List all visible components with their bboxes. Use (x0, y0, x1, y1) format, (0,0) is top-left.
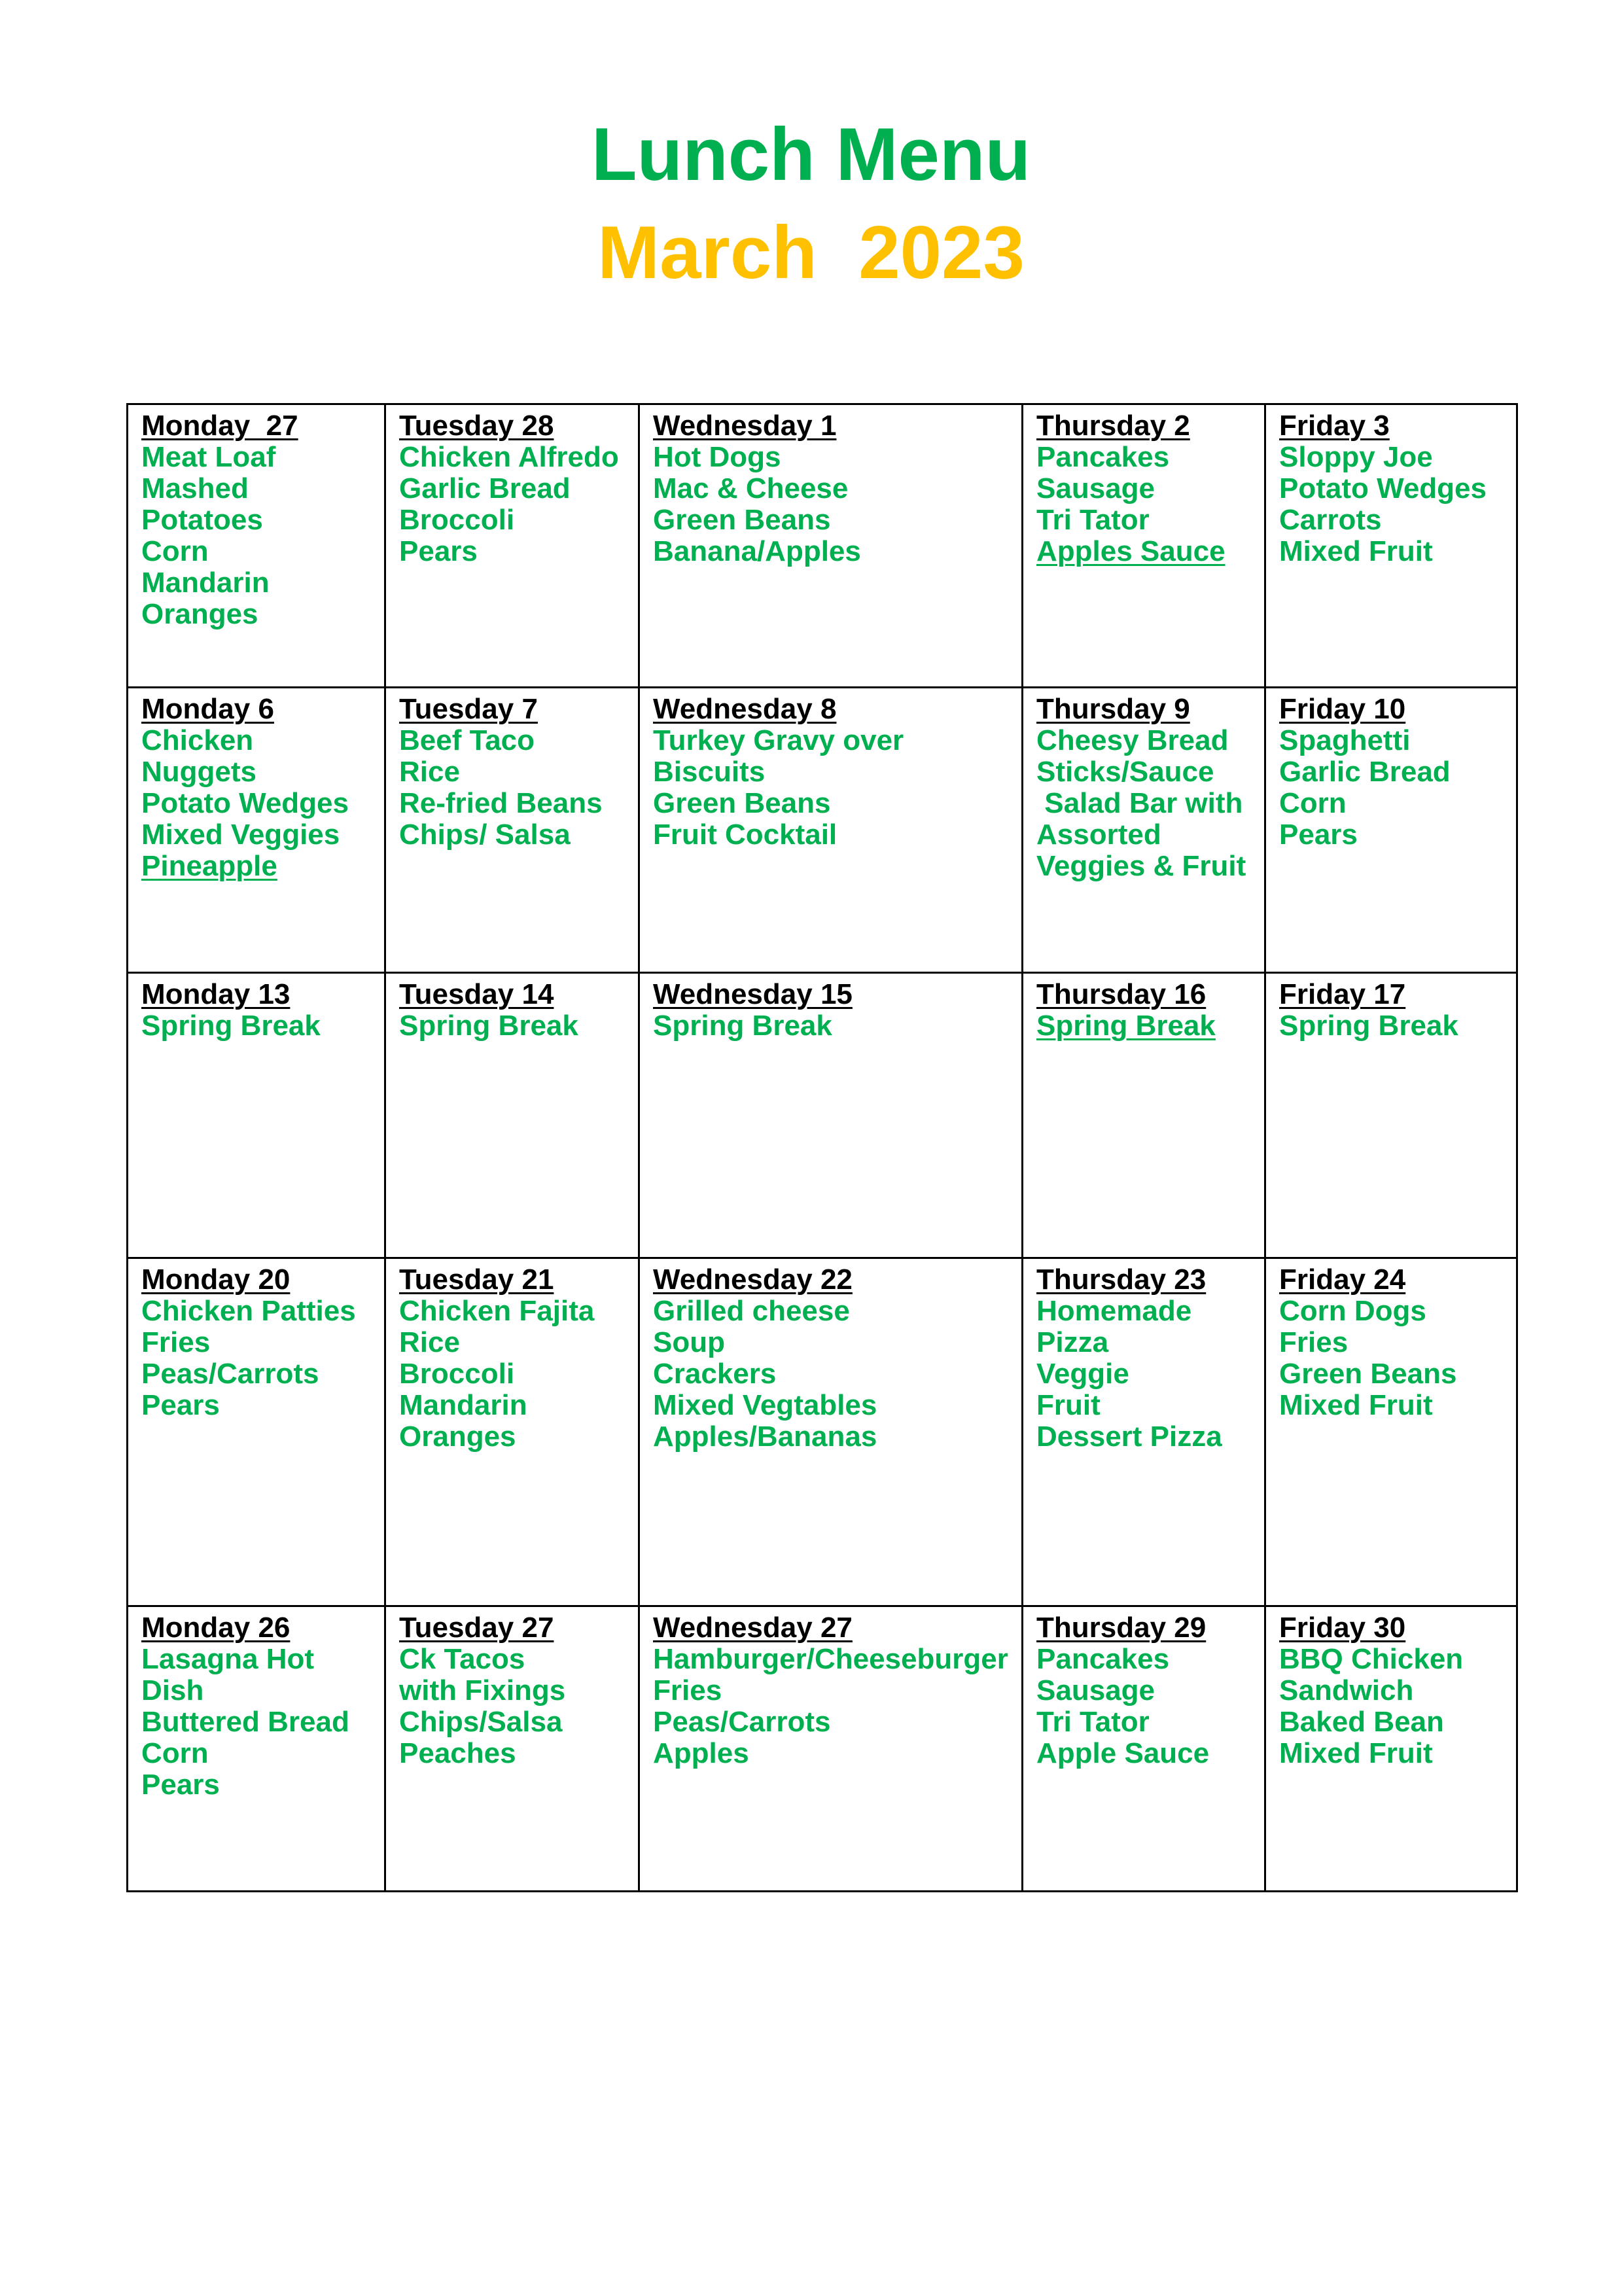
menu-items (141, 1296, 372, 1421)
day-header: Tuesday 14 (399, 978, 554, 1010)
day-cell (128, 973, 385, 1258)
menu-item: Garlic Bread (1279, 756, 1451, 788)
menu-item: Mixed Vegtables (653, 1389, 877, 1421)
day-header: Tuesday 21 (399, 1263, 554, 1296)
menu-item: Ck Tacos (399, 1643, 525, 1675)
menu-item: Hamburger/Cheeseburger (653, 1643, 1008, 1675)
menu-item: Corn (141, 1737, 209, 1769)
menu-item: Tri Tator (1036, 1706, 1150, 1738)
menu-items (141, 442, 372, 630)
menu-items (1036, 1296, 1252, 1453)
menu-item: Mandarin (141, 567, 270, 599)
menu-items (141, 1644, 372, 1801)
menu-item: Peas/Carrots (653, 1706, 831, 1738)
menu-item: with Fixings (399, 1674, 566, 1706)
menu-items (1279, 1644, 1504, 1769)
day-header: Monday 26 (141, 1612, 291, 1644)
menu-item: Dessert Pizza (1036, 1421, 1222, 1453)
week-row (128, 688, 1517, 973)
menu-item: Lasagna Hot (141, 1643, 315, 1675)
week-row (128, 973, 1517, 1258)
menu-item: Crackers (653, 1358, 777, 1390)
menu-item: Broccoli (399, 504, 515, 536)
menu-item: Rice (399, 1326, 460, 1358)
menu-items (399, 442, 626, 567)
day-header: Thursday 16 (1036, 978, 1207, 1010)
day-cell (639, 1606, 1023, 1892)
day-header: Friday 17 (1279, 978, 1406, 1010)
menu-item: Peas/Carrots (141, 1358, 319, 1390)
day-cell (1265, 688, 1517, 973)
day-cell (639, 688, 1023, 973)
menu-item: Fries (141, 1326, 211, 1358)
menu-items (399, 1644, 626, 1769)
menu-item: Spaghetti (1279, 724, 1411, 756)
menu-items (1036, 1010, 1252, 1042)
day-cell (1023, 1258, 1265, 1606)
menu-item: Buttered Bread (141, 1706, 349, 1738)
menu-item: Potato Wedges (1279, 472, 1487, 504)
menu-item: Pineapple (141, 850, 277, 882)
day-header: Friday 3 (1279, 410, 1390, 442)
menu-item: Banana/Apples (653, 535, 861, 567)
menu-item: Pancakes (1036, 1643, 1170, 1675)
day-cell (385, 973, 639, 1258)
day-header: Monday 20 (141, 1263, 291, 1296)
menu-item: Pancakes (1036, 441, 1170, 473)
menu-item: Nuggets (141, 756, 256, 788)
menu-items (1279, 1010, 1504, 1042)
menu-item: Spring Break (1036, 1010, 1216, 1042)
menu-item: Sticks/Sauce (1036, 756, 1214, 788)
menu-item: Apples (653, 1737, 749, 1769)
day-header: Wednesday 8 (653, 693, 837, 725)
menu-item: Hot Dogs (653, 441, 781, 473)
menu-item: Mashed (141, 472, 249, 504)
menu-item: Potatoes (141, 504, 263, 536)
menu-item: Garlic Bread (399, 472, 571, 504)
menu-item: Turkey Gravy over (653, 724, 904, 756)
menu-items (141, 1010, 372, 1042)
menu-item: Re-fried Beans (399, 787, 603, 819)
menu-item: Oranges (141, 598, 258, 630)
page-title: Lunch Menu (591, 113, 1031, 196)
menu-item: Fruit Cocktail (653, 819, 837, 851)
menu-item: Pears (399, 535, 478, 567)
menu-items (399, 1010, 626, 1042)
menu-calendar-table (126, 403, 1518, 1892)
day-cell (385, 1258, 639, 1606)
menu-item: Mixed Fruit (1279, 1389, 1433, 1421)
menu-item: Pizza (1036, 1326, 1109, 1358)
menu-item: Baked Bean (1279, 1706, 1444, 1738)
menu-items (653, 725, 1010, 851)
menu-item: BBQ Chicken (1279, 1643, 1464, 1675)
menu-item: Green Beans (653, 504, 831, 536)
menu-item: Broccoli (399, 1358, 515, 1390)
menu-items (1036, 725, 1252, 882)
menu-item: Fruit (1036, 1389, 1101, 1421)
day-cell (128, 1258, 385, 1606)
day-header: Wednesday 15 (653, 978, 853, 1010)
menu-item: Spring Break (141, 1010, 321, 1042)
day-header: Tuesday 27 (399, 1612, 554, 1644)
menu-item: Mixed Veggies (141, 819, 340, 851)
menu-items (1279, 725, 1504, 851)
menu-items (1279, 1296, 1504, 1421)
menu-item: Chicken Patties (141, 1295, 356, 1327)
menu-item: Green Beans (1279, 1358, 1457, 1390)
menu-item: Cheesy Bread (1036, 724, 1229, 756)
menu-item: Chicken Alfredo (399, 441, 619, 473)
day-cell (1023, 973, 1265, 1258)
week-row (128, 1258, 1517, 1606)
menu-items (141, 725, 372, 882)
day-header: Friday 30 (1279, 1612, 1406, 1644)
day-header: Wednesday 27 (653, 1612, 853, 1644)
menu-item: Pears (1279, 819, 1358, 851)
menu-item: Fries (653, 1674, 722, 1706)
menu-item: Veggie (1036, 1358, 1129, 1390)
day-cell (385, 1606, 639, 1892)
day-cell (639, 1258, 1023, 1606)
page-subtitle: March 2023 (597, 211, 1025, 294)
menu-item: Grilled cheese (653, 1295, 850, 1327)
day-cell (1023, 1606, 1265, 1892)
menu-items (1036, 442, 1252, 567)
menu-item: Spring Break (1279, 1010, 1458, 1042)
menu-item: Spring Break (399, 1010, 578, 1042)
menu-item: Green Beans (653, 787, 831, 819)
menu-items (1279, 442, 1504, 567)
menu-item: Meat Loaf (141, 441, 276, 473)
menu-items (1036, 1644, 1252, 1769)
menu-item: Mandarin (399, 1389, 527, 1421)
day-header: Friday 24 (1279, 1263, 1406, 1296)
menu-item: Sausage (1036, 472, 1155, 504)
day-header: Monday 13 (141, 978, 291, 1010)
menu-item: Carrots (1279, 504, 1382, 536)
menu-item: Mixed Fruit (1279, 1737, 1433, 1769)
day-cell (639, 404, 1023, 688)
menu-item: Soup (653, 1326, 725, 1358)
day-header: Wednesday 1 (653, 410, 837, 442)
day-cell (128, 688, 385, 973)
menu-item: Apples Sauce (1036, 535, 1225, 567)
menu-item: Pears (141, 1769, 220, 1801)
day-cell (128, 404, 385, 688)
day-header: Monday 27 (141, 410, 298, 442)
menu-item: Chips/Salsa (399, 1706, 563, 1738)
menu-item: Potato Wedges (141, 787, 349, 819)
day-header: Thursday 9 (1036, 693, 1190, 725)
menu-item: Sausage (1036, 1674, 1155, 1706)
menu-item: Corn (141, 535, 209, 567)
menu-items (653, 1010, 1010, 1042)
day-cell (1023, 688, 1265, 973)
menu-item: Peaches (399, 1737, 516, 1769)
day-cell (1265, 1606, 1517, 1892)
menu-item: Corn Dogs (1279, 1295, 1426, 1327)
menu-items (653, 1644, 1010, 1769)
menu-item: Chips/ Salsa (399, 819, 571, 851)
menu-item: Veggies & Fruit (1036, 850, 1246, 882)
menu-item: Spring Break (653, 1010, 832, 1042)
day-cell (1265, 973, 1517, 1258)
menu-item: Sandwich (1279, 1674, 1414, 1706)
menu-item: Rice (399, 756, 460, 788)
day-header: Monday 6 (141, 693, 274, 725)
menu-items (653, 442, 1010, 567)
day-header: Friday 10 (1279, 693, 1406, 725)
menu-item: Biscuits (653, 756, 766, 788)
menu-item: Beef Taco (399, 724, 535, 756)
day-cell (639, 973, 1023, 1258)
menu-item: Apples/Bananas (653, 1421, 877, 1453)
menu-item: Sloppy Joe (1279, 441, 1433, 473)
day-header: Thursday 29 (1036, 1612, 1207, 1644)
week-row (128, 1606, 1517, 1892)
menu-items (653, 1296, 1010, 1453)
menu-items (399, 725, 626, 851)
menu-calendar-body (128, 404, 1517, 1892)
week-row (128, 404, 1517, 688)
menu-item: Chicken (141, 724, 254, 756)
day-cell (1023, 404, 1265, 688)
day-cell (1265, 1258, 1517, 1606)
menu-item: Chicken Fajita (399, 1295, 595, 1327)
day-cell (1265, 404, 1517, 688)
day-header: Wednesday 22 (653, 1263, 853, 1296)
menu-item: Pears (141, 1389, 220, 1421)
day-cell (128, 1606, 385, 1892)
menu-item: Corn (1279, 787, 1347, 819)
menu-item: Homemade (1036, 1295, 1192, 1327)
day-cell (385, 404, 639, 688)
day-header: Tuesday 28 (399, 410, 554, 442)
menu-item: Mixed Fruit (1279, 535, 1433, 567)
menu-item: Assorted (1036, 819, 1161, 851)
menu-item: Oranges (399, 1421, 516, 1453)
menu-item: Apple Sauce (1036, 1737, 1210, 1769)
day-cell (385, 688, 639, 973)
day-header: Thursday 23 (1036, 1263, 1207, 1296)
menu-item: Salad Bar with (1036, 787, 1243, 819)
menu-item: Mac & Cheese (653, 472, 849, 504)
menu-item: Fries (1279, 1326, 1349, 1358)
day-header: Thursday 2 (1036, 410, 1190, 442)
menu-items (399, 1296, 626, 1453)
day-header: Tuesday 7 (399, 693, 538, 725)
menu-item: Dish (141, 1674, 204, 1706)
menu-item: Tri Tator (1036, 504, 1150, 536)
